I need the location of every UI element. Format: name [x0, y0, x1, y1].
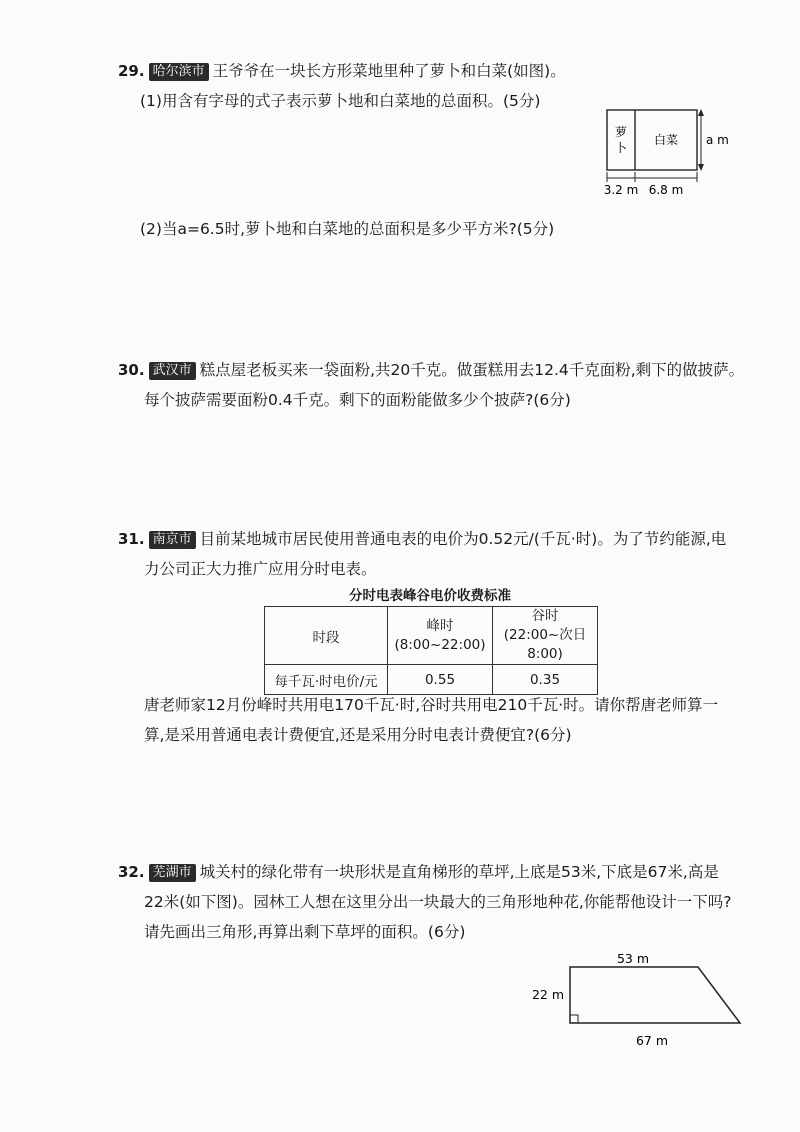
figure-width-1-label: 3.2 m [603, 183, 639, 197]
question-text: 王爷爷在一块长方形菜地里种了萝卜和白菜(如图)。 [212, 62, 566, 80]
question-32 [118, 857, 758, 947]
question-text-line-2: 每个披萨需要面粉0.4千克。剩下的面粉能做多少个披萨?(6分) [144, 391, 571, 409]
question-text-line-1: 糕点屋老板买来一袋面粉,共20千克。做蛋糕用去12.4千克面粉,剩下的做披萨。 [199, 361, 745, 379]
valley-label: 谷时 [531, 608, 559, 624]
figure-width-2-label: 6.8 m [648, 183, 684, 197]
table-header-peak [388, 607, 493, 665]
city-tag: 武汉市 [149, 362, 196, 380]
question-text-line-4: 算,是采用普通电表计费便宜,还是采用分时电表计费便宜?(6分) [144, 726, 572, 744]
question-30 [118, 355, 758, 415]
figure-height-label: a m [706, 133, 729, 147]
city-tag: 芜湖市 [149, 864, 196, 882]
question-31-continued [144, 690, 764, 750]
question-text-line-3: 请先画出三角形,再算出剩下草坪的面积。(6分) [144, 923, 466, 941]
table-row-label: 每千瓦·时电价/元 [265, 665, 388, 695]
peak-time: (8:00~22:00) [394, 636, 486, 653]
trapezoid-bottom-label: 67 m [635, 1033, 669, 1048]
rectangle-figure [595, 102, 735, 197]
table-valley-price: 0.35 [493, 665, 598, 695]
question-number: 32. [118, 863, 145, 881]
question-text-line-1: 城关村的绿化带有一块形状是直角梯形的草坪,上底是53米,下底是67米,高是 [199, 863, 719, 881]
peak-label: 峰时 [426, 617, 454, 634]
city-tag: 南京市 [149, 531, 196, 549]
question-number: 30. [118, 361, 145, 379]
figure-label-radish-2: 卜 [614, 141, 628, 155]
question-part-1: (1)用含有字母的式子表示萝卜地和白菜地的总面积。(5分) [140, 92, 541, 110]
table-header-period: 时段 [265, 607, 388, 665]
figure-label-radish-1: 萝 [614, 125, 628, 139]
question-number: 31. [118, 530, 145, 548]
valley-time: (22:00~次日8:00) [503, 627, 587, 662]
trapezoid-height-label: 22 m [531, 987, 564, 1002]
question-part-2: (2)当a=6.5时,萝卜地和白菜地的总面积是多少平方米?(5分) [140, 220, 555, 238]
price-table [264, 606, 598, 695]
figure-label-cabbage: 白菜 [653, 133, 679, 147]
table-title: 分时电表峰谷电价收费标准 [349, 588, 511, 604]
question-text-line-2: 22米(如下图)。园林工人想在这里分出一块最大的三角形地种花,你能帮他设计一下吗? [144, 893, 732, 911]
city-tag: 哈尔滨市 [149, 63, 209, 81]
question-text-line-3: 唐老师家12月份峰时共用电170千瓦·时,谷时共用电210千瓦·时。请你帮唐老师算一 [144, 696, 719, 714]
question-29-part-2 [118, 214, 758, 244]
question-text-line-2: 力公司正大力推广应用分时电表。 [144, 560, 377, 578]
question-number: 29. [118, 62, 145, 80]
question-text-line-1: 目前某地城市居民使用普通电表的电价为0.52元/(千瓦·时)。为了节约能源,电 [199, 530, 727, 548]
table-peak-price: 0.55 [388, 665, 493, 695]
table-header-valley [493, 607, 598, 665]
trapezoid-top-label: 53 m [616, 951, 650, 966]
question-31 [118, 524, 758, 584]
trapezoid-figure [530, 945, 760, 1055]
